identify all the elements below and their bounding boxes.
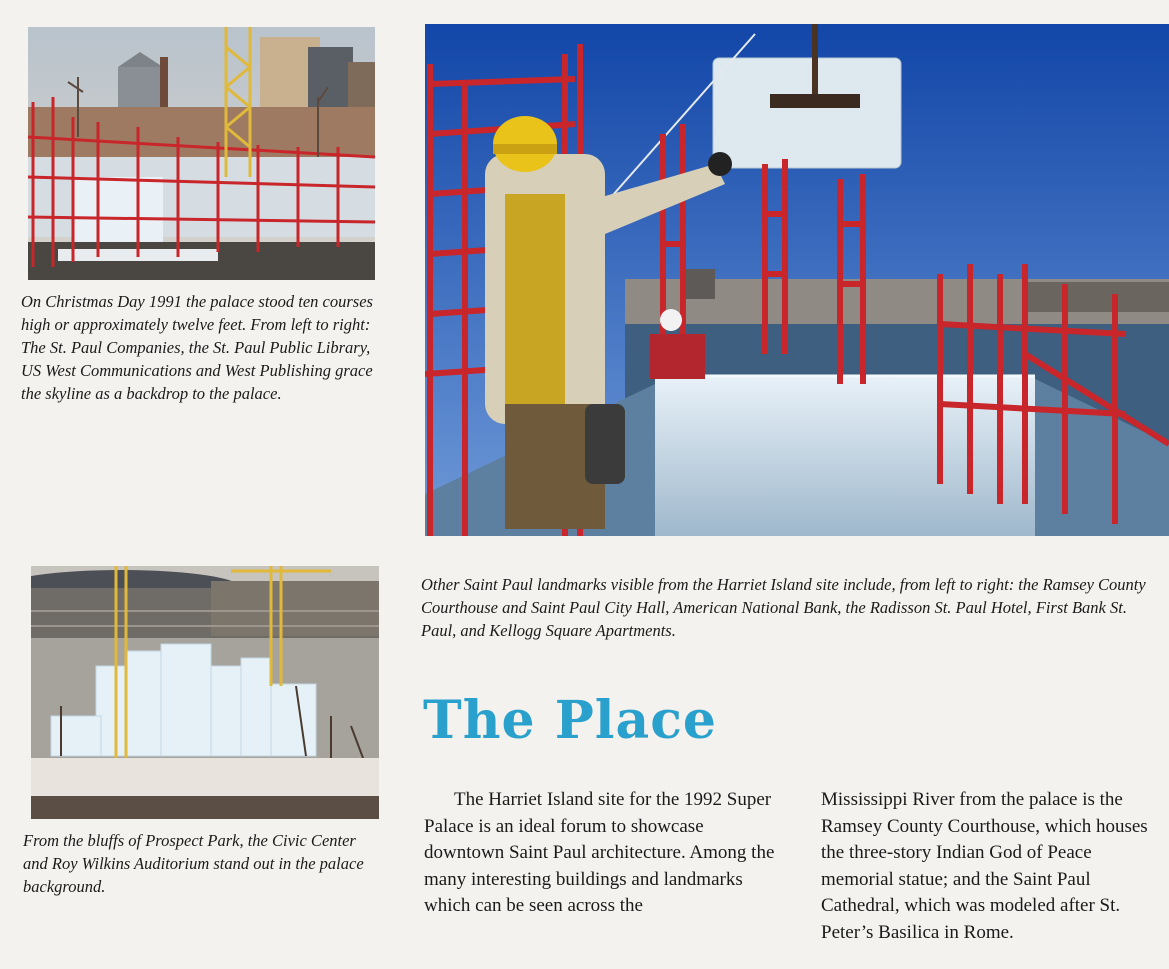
caption-christmas-day: On Christmas Day 1991 the palace stood ten courses high or approximately twelve feet. From left to right: The St. Paul Companies, the St. Paul Public Library, US West Communications and West Publishing grace the skyline as a backdrop to the palace. <box>21 292 373 403</box>
photo-ice-block-worker <box>425 24 1169 536</box>
caption-prospect-park: From the bluffs of Prospect Park, the Civic Center and Roy Wilkins Auditorium stand out in the palace background. <box>23 831 364 896</box>
section-title: The Place <box>423 690 717 751</box>
body-column-2: Mississippi River from the palace is the Ramsey County Courthouse, which houses the three-story Indian God of Peace memorial statue; and the Saint Paul Cathedral, which was modeled after St. Peter’s Basilica in Rome. <box>821 789 1148 943</box>
photo-christmas-construction <box>28 27 375 280</box>
caption-landmarks: Other Saint Paul landmarks visible from the Harriet Island site include, from left to right: the Ramsey County Courthouse and Saint Paul City Hall, American National Bank, the Radisson St. Paul Hotel, First Bank St. Paul, and Kellogg Square Apartments. <box>421 575 1146 640</box>
body-column-1: The Harriet Island site for the 1992 Super Palace is an ideal forum to showcase downtown Saint Paul architecture. Among the many interesting buildings and landmarks which can be seen across the <box>424 789 775 916</box>
photo-prospect-park-view <box>31 566 379 819</box>
